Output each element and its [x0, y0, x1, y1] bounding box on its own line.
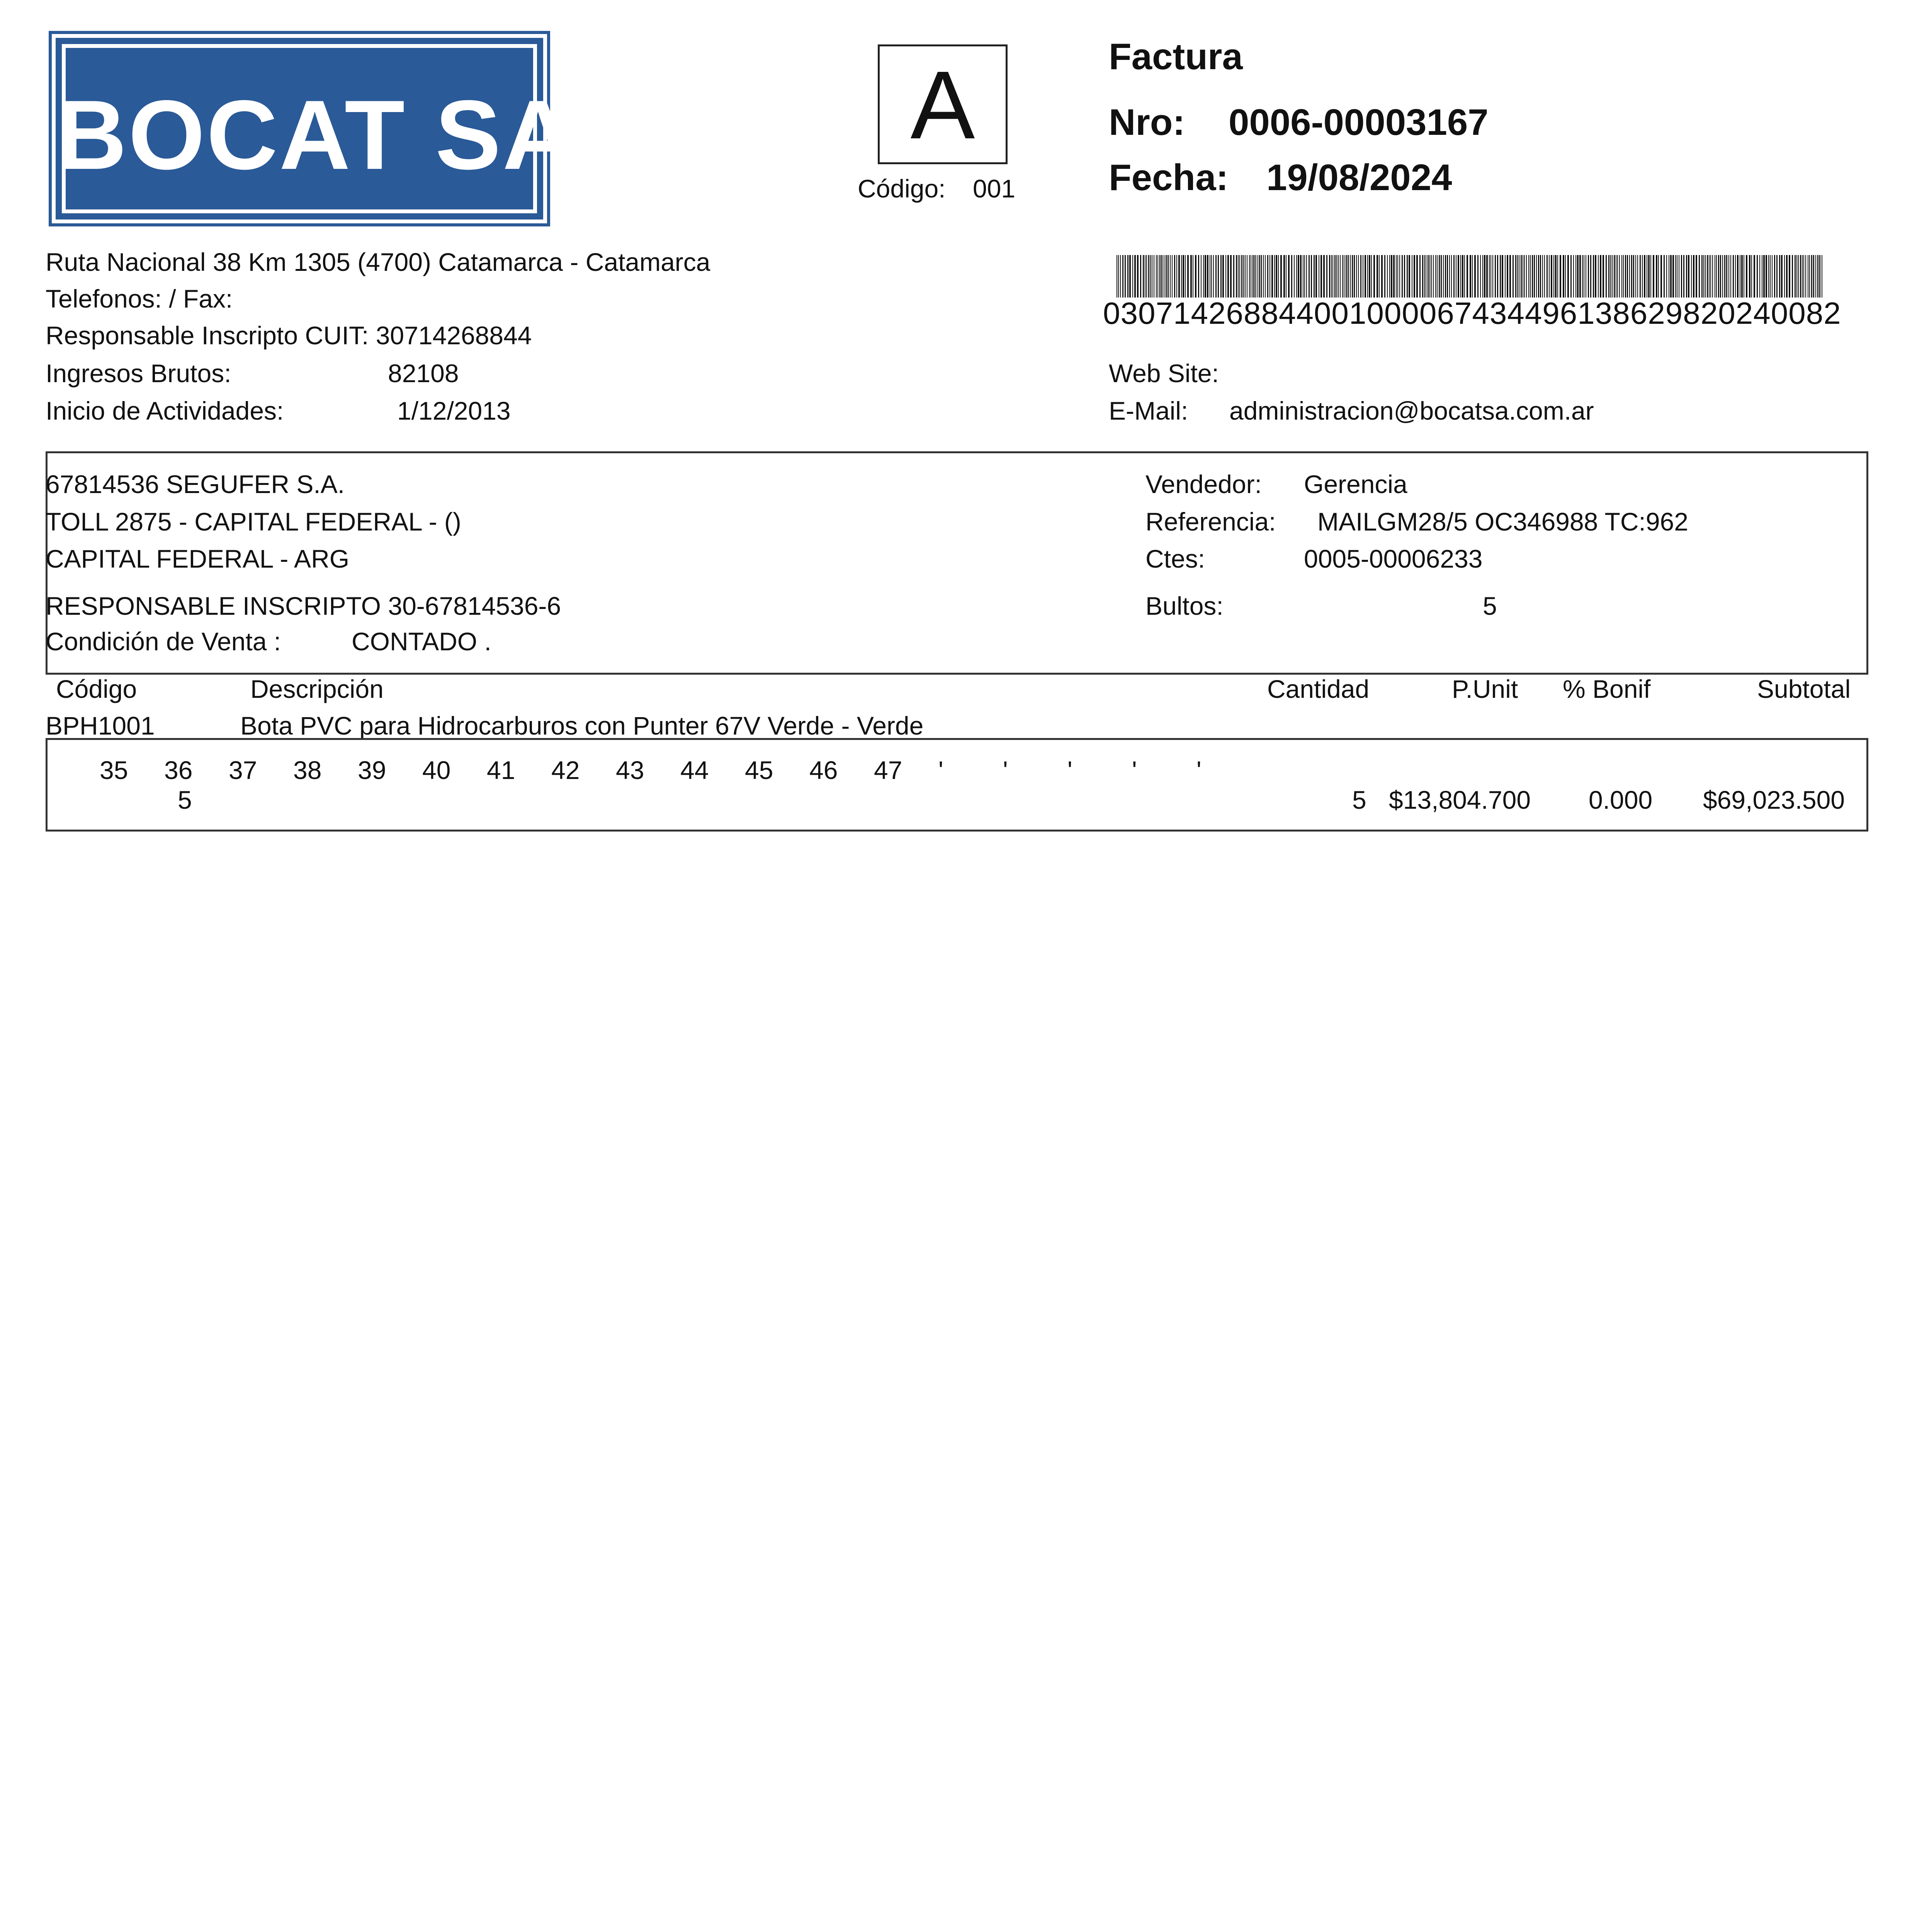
company-cuit: Responsable Inscripto CUIT: 30714268844: [46, 321, 532, 350]
iibb-value: 82108: [388, 359, 459, 388]
barcode: [1117, 255, 1824, 298]
barcode-number: 030714268844001000067434496138629820240082: [1103, 296, 1841, 330]
condicion-label: Condición de Venta :: [46, 627, 281, 656]
size-label: 41: [487, 756, 515, 784]
item-codigo: BPH1001: [46, 711, 155, 740]
item-detail-box: [46, 738, 1868, 832]
ctes-label: Ctes:: [1145, 544, 1205, 573]
size-label: ': [1196, 756, 1202, 784]
vendedor-value: Gerencia: [1304, 470, 1407, 498]
logo-text: BOCAT SA: [56, 80, 575, 190]
company-logo: [52, 34, 575, 223]
col-header-bonif: % Bonif: [1563, 675, 1651, 703]
size-label: 43: [616, 756, 644, 784]
size-label: ': [938, 756, 943, 784]
bultos-value: 5: [1483, 592, 1497, 620]
iibb-label: Ingresos Brutos:: [46, 359, 231, 388]
invoice-number-label: Nro:: [1109, 102, 1185, 143]
size-label: 37: [229, 756, 257, 784]
size-label: 39: [358, 756, 386, 784]
size-label: 40: [422, 756, 451, 784]
invoice-date: 19/08/2024: [1266, 157, 1452, 198]
client-iva: RESPONSABLE INSCRIPTO 30-67814536-6: [46, 592, 561, 620]
codigo-label: Código:: [858, 174, 946, 203]
inicio-label: Inicio de Actividades:: [46, 396, 284, 425]
company-phones: Telefonos: / Fax:: [46, 284, 233, 313]
size-label: 46: [809, 756, 838, 784]
item-bonif: 0.000: [1589, 786, 1653, 814]
size-label: ': [1003, 756, 1008, 784]
size-label: ': [1067, 756, 1072, 784]
invoice-date-label: Fecha:: [1109, 157, 1229, 198]
size-label: 35: [100, 756, 128, 784]
item-cantidad: 5: [1352, 786, 1366, 814]
col-header-cantidad: Cantidad: [1267, 675, 1370, 703]
client-id-name: 67814536 SEGUFER S.A.: [46, 470, 345, 498]
company-address: Ruta Nacional 38 Km 1305 (4700) Catamarca - Catamarca: [46, 248, 710, 276]
size-label: 36: [164, 756, 193, 784]
invoice-number: 0006-00003167: [1229, 102, 1489, 143]
codigo-value: 001: [973, 174, 1016, 203]
col-header-subtotal: Subtotal: [1757, 675, 1851, 703]
vendedor-label: Vendedor:: [1145, 470, 1262, 498]
ctes-value: 0005-00006233: [1304, 544, 1483, 573]
bultos-label: Bultos:: [1145, 592, 1224, 620]
referencia-label: Referencia:: [1145, 507, 1276, 536]
email-value: administracion@bocatsa.com.ar: [1229, 396, 1594, 425]
inicio-value: 1/12/2013: [397, 396, 511, 425]
col-header-punit: P.Unit: [1452, 675, 1518, 703]
condicion-value: CONTADO .: [352, 627, 491, 656]
col-header-codigo: Código: [56, 675, 137, 703]
size-label: 45: [745, 756, 773, 784]
invoice-letter: A: [910, 51, 975, 159]
size-label: 38: [293, 756, 322, 784]
client-city: CAPITAL FEDERAL - ARG: [46, 544, 350, 573]
email-label: E-Mail:: [1109, 396, 1188, 425]
size-qty: 5: [178, 786, 192, 814]
item-punit: $13,804.700: [1389, 786, 1531, 814]
size-label: ': [1132, 756, 1137, 784]
invoice-letter-box: [878, 44, 1008, 164]
size-label: 44: [680, 756, 709, 784]
item-descripcion: Bota PVC para Hidrocarburos con Punter 67V Verde - Verde: [240, 711, 924, 740]
size-label: 47: [874, 756, 902, 784]
client-address: TOLL 2875 - CAPITAL FEDERAL - (): [46, 507, 461, 536]
invoice-type: Factura: [1109, 36, 1243, 77]
size-label: 42: [551, 756, 580, 784]
col-header-descripcion: Descripción: [250, 675, 384, 703]
referencia-value: MAILGM28/5 OC346988 TC:962: [1317, 507, 1688, 536]
item-subtotal: $69,023.500: [1703, 786, 1845, 814]
website-label: Web Site:: [1109, 359, 1219, 388]
